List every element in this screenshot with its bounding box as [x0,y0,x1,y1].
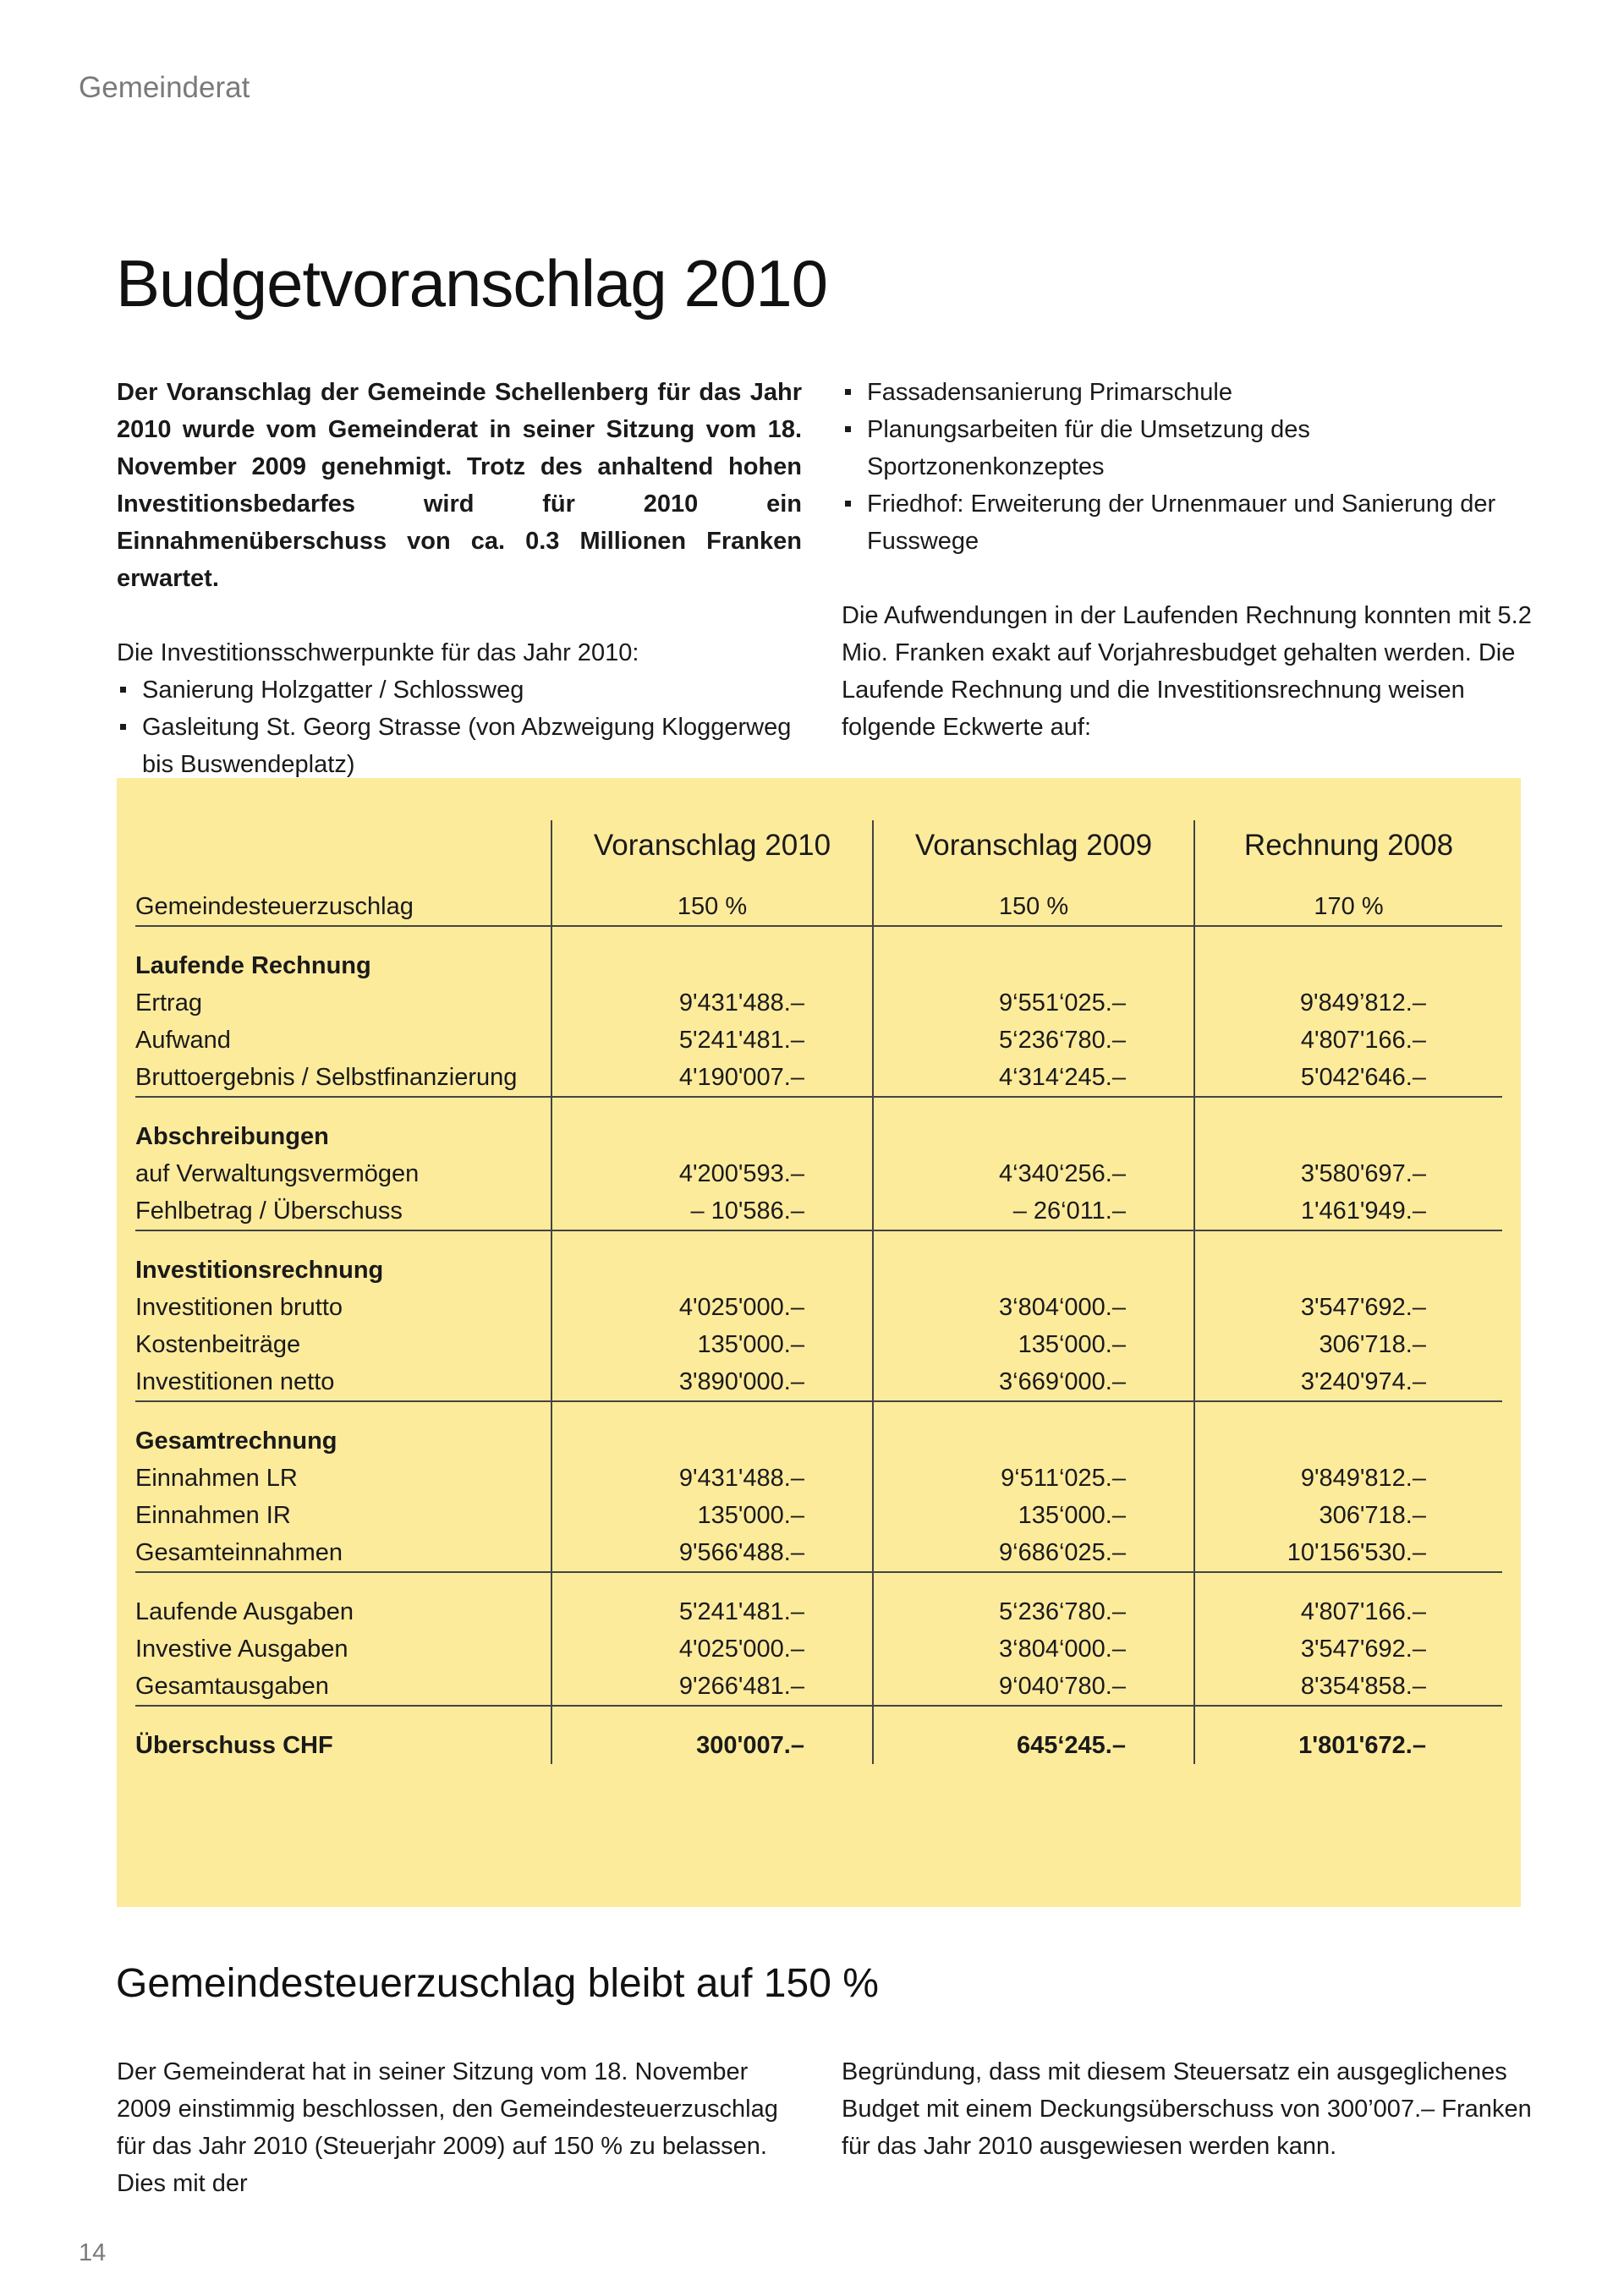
budget-table [135,820,1502,1764]
invest-list-left [117,671,802,783]
total-row: Überschuss CHF 300'007.– 645‘245.– 1'801'672.– [135,1727,1502,1764]
column-header: Voranschlag 2010 [551,820,873,871]
list-item: Fassadensanierung Primarschule [842,374,1539,411]
page-number: 14 [79,2239,107,2266]
list-item: Gasleitung St. Georg Strasse (von Abzweigung Kloggerweg bis Buswendeplatz) [117,709,802,783]
column-header: Rechnung 2008 [1194,820,1502,871]
table-row: Gemeindesteuerzuschlag 150 % 150 % 170 % [135,888,1502,926]
section2-right-text: Begründung, dass mit diesem Steuersatz ein ausgeglichenes Budget mit einem Deckungsüberschuss von 300’007.– Franken für das Jahr 2010 ausgewiesen werden kann. [842,2058,1532,2160]
group-heading-row [135,1252,1502,1289]
list-item: Planungsarbeiten für die Umsetzung des Sportzonenkonzeptes [842,411,1539,485]
table-row: Kostenbeiträge 135'000.– 135‘000.– 306'718.– [135,1326,1502,1363]
group-heading: Abschreibungen [135,1123,329,1150]
invest-list-right [842,374,1539,560]
table-row: Einnahmen LR 9'431'488.– 9‘511‘025.– 9'849'812.– [135,1460,1502,1497]
table-row: Gesamtausgaben 9'266'481.– 9‘040‘780.– 8'354'858.– [135,1668,1502,1706]
table-row: Fehlbetrag / Überschuss – 10'586.– – 26‘011.– 1'461'949.– [135,1192,1502,1230]
budget-panel [117,778,1521,1907]
table-row: Ertrag 9'431'488.– 9‘551‘025.– 9'849’812.– [135,984,1502,1022]
table-header-row [135,820,1502,871]
table-row: Aufwand 5'241'481.– 5‘236‘780.– 4'807'166.– [135,1022,1502,1059]
table-row: Bruttoergebnis / Selbstfinanzierung 4'190'007.– 4‘314‘245.– 5'042'646.– [135,1059,1502,1097]
intro-lead: Der Voranschlag der Gemeinde Schellenberg für das Jahr 2010 wurde vom Gemeinderat in seiner Sitzung vom 18. November 2009 genehmigt. Trotz des anhaltend hohen Investitionsbedarfes wird für 2010 ein Einnahmenüberschuss von ca. 0.3 Millionen Franken erwartet. [117,379,802,592]
section2-left-text: Der Gemeinderat hat in seiner Sitzung vom 18. November 2009 einstimmig beschlossen, den Gemeindesteuerzuschlag für das Jahr 2010 (Steuerjahr 2009) auf 150 % zu belassen. Dies mit der [117,2058,778,2197]
invest-heading: Die Investitionsschwerpunkte für das Jahr 2010: [117,639,639,666]
table-row: Investitionen brutto 4'025'000.– 3‘804‘000.– 3'547'692.– [135,1289,1502,1326]
list-item: Friedhof: Erweiterung der Urnenmauer und Sanierung der Fusswege [842,485,1539,560]
table-row: auf Verwaltungsvermögen 4'200'593.– 4‘340‘256.– 3'580'697.– [135,1155,1502,1192]
table-row: Einnahmen IR 135'000.– 135‘000.– 306'718.– [135,1497,1502,1534]
intro-right-paragraph: Die Aufwendungen in der Laufenden Rechnung konnten mit 5.2 Mio. Franken exakt auf Vorjahresbudget gehalten werden. Die Laufende Rechnung und die Investitionsrechnung weisen folgende Eckwerte auf: [842,602,1532,741]
total-label: Überschuss CHF [135,1732,333,1759]
list-item: Sanierung Holzgatter / Schlossweg [117,671,802,709]
page-title: Budgetvoranschlag 2010 [116,246,827,321]
group-heading: Laufende Rechnung [135,952,371,979]
column-header: Voranschlag 2009 [873,820,1194,871]
table-row: Investive Ausgaben 4'025'000.– 3‘804‘000.– 3'547'692.– [135,1630,1502,1668]
table-row: Laufende Ausgaben 5'241'481.– 5‘236‘780.– 4'807'166.– [135,1593,1502,1630]
section-heading: Gemeindesteuerzuschlag bleibt auf 150 % [116,1961,879,2006]
group-heading-row [135,1422,1502,1460]
group-heading: Gesamtrechnung [135,1427,337,1455]
row-label: Gemeindesteuerzuschlag [135,888,551,926]
group-heading: Investitionsrechnung [135,1257,384,1284]
group-heading-row [135,1118,1502,1155]
section-header: Gemeinderat [79,71,250,104]
group-heading-row [135,947,1502,984]
table-row: Gesamteinnahmen 9'566'488.– 9‘686‘025.– 10'156'530.– [135,1534,1502,1572]
intro-right-column [842,374,1539,746]
intro-left-column [117,374,802,783]
table-row: Investitionen netto 3'890'000.– 3‘669‘000.– 3'240'974.– [135,1363,1502,1401]
